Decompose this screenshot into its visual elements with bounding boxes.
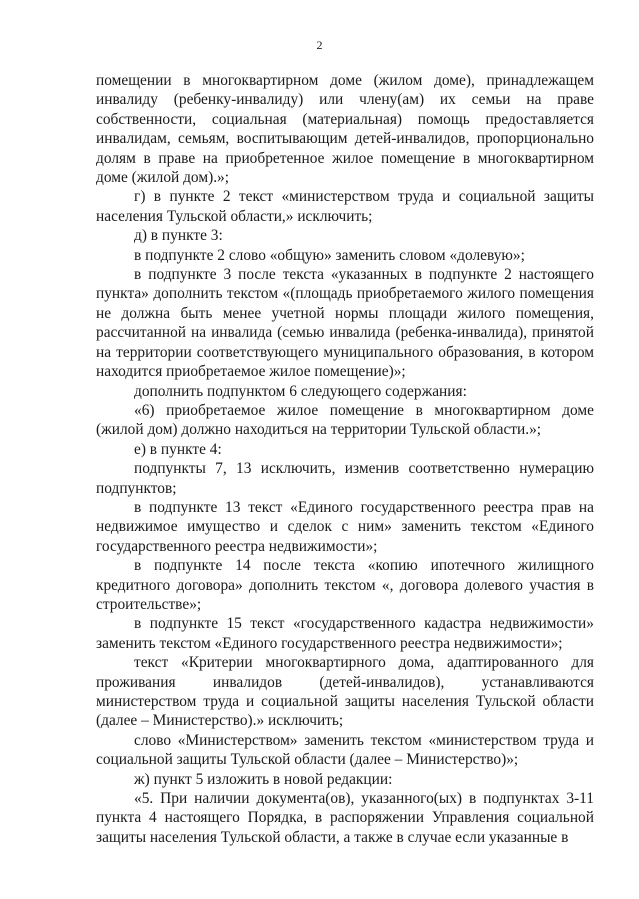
paragraph: дополнить подпунктом 6 следующего содержания: — [134, 382, 467, 400]
page-number: 2 — [316, 38, 323, 52]
paragraph: в подпункте 15 текст «государственного кадастра недвижимости» заменить текстом «Единого государственного реестра недвижимости»; — [96, 615, 594, 652]
paragraph: в подпункте 2 слово «общую» заменить словом «долевую»; — [134, 246, 525, 264]
paragraph: г) в пункте 2 текст «министерством труда и социальной защиты населения Тульской области,» исключить; — [96, 188, 594, 225]
paragraph: в подпункте 3 после текста «указанных в подпункте 2 настоящего пункта» дополнить текстом «(площадь приобретаемого жилого помещения не должна быть менее учетной нормы площади жилого помещения, рассчитанной на инвалида (семью инвалида (ребенка-инвалида), принятой на территории соответствующего муниципального образования, в котором находится приобретаемое жилое помещение)»; — [96, 266, 594, 381]
paragraph: в подпункте 13 текст «Единого государственного реестра прав на недвижимое имущество и сделок с ним» заменить текстом «Единого государственного реестра недвижимости»; — [96, 498, 594, 555]
paragraph: ж) пункт 5 изложить в новой редакции: — [134, 770, 393, 788]
paragraph: подпункты 7, 13 исключить, изменив соответственно нумерацию подпунктов; — [96, 460, 594, 497]
paragraph: «6) приобретаемое жилое помещение в многоквартирном доме (жилой дом) должно находиться на территории Тульской области.»; — [96, 401, 594, 439]
paragraph: слово «Министерством» заменить текстом «министерством труда и социальной защиты Тульской области (далее – Министерство)»; — [96, 731, 594, 769]
paragraph: помещении в многоквартирном доме (жилом доме), принадлежащем инвалиду (ребенку-инвалиду) или члену(ам) их семьи на праве собственности, социальная (материальная) помощь предоставляется инвалидам, семьям, воспитывающим детей-инвалидов, пропорционально долям в праве на приобретенное жилое помещение в многоквартирном доме (жилой дом).»; — [96, 72, 594, 187]
paragraph: текст «Критерии многоквартирного дома, адаптированного для проживания инвалидов (детей-инвалидов), устанавливаются министерством труда и социальной защиты населения Тульской области (далее – Министерство).» исключить; — [96, 654, 594, 730]
paragraph: «5. При наличии документа(ов), указанного(ых) в подпунктах 3-11 пункта 4 настоящего Порядка, в распоряжении Управления социальной защиты населения Тульской области, а также в случае если указанные в — [96, 790, 594, 846]
paragraph: д) в пункте 3: — [134, 227, 223, 245]
document-body — [96, 71, 594, 847]
paragraph: е) в пункте 4: — [134, 440, 222, 458]
paragraph: в подпункте 14 после текста «копию ипотечного жилищного кредитного договора» дополнить текстом «, договора долевого участия в строительстве»; — [96, 557, 594, 613]
